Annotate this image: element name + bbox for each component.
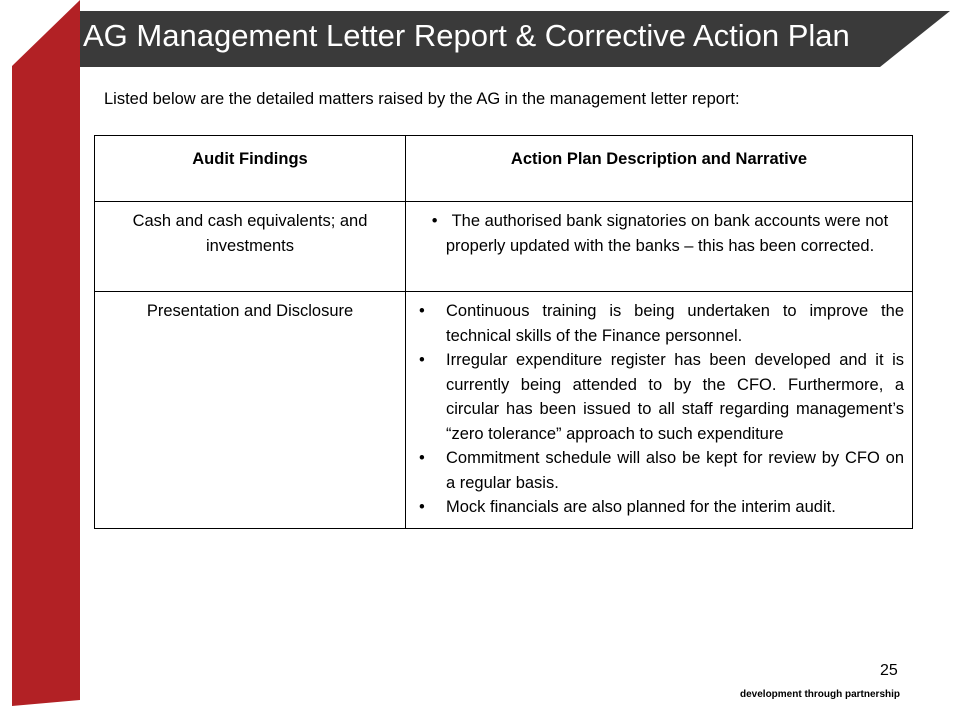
bullet-icon: • (419, 302, 425, 320)
page-number: 25 (880, 662, 898, 679)
action-cell (406, 202, 913, 292)
action-item: • The authorised bank signatories on bank accounts were not properly updated with the banks – this has been corrected. (431, 212, 889, 255)
action-item: • Continuous training is being undertaken to improve the technical skills of the Finance personnel. (416, 299, 904, 348)
column-header-actions: Action Plan Description and Narrative (406, 136, 913, 202)
table-row (95, 292, 913, 529)
slide-title: AG Management Letter Report & Corrective Action Plan (83, 18, 850, 53)
findings-table (94, 135, 913, 529)
action-cell (406, 292, 913, 529)
finding-cell: Presentation and Disclosure (95, 292, 406, 529)
table-header-row (95, 136, 913, 202)
action-item: • Mock financials are also planned for the interim audit. (416, 495, 904, 520)
footer-tagline: development through partnership (740, 689, 901, 700)
action-item: • Commitment schedule will also be kept for review by CFO on a regular basis. (416, 446, 904, 495)
column-header-findings: Audit Findings (95, 136, 406, 202)
action-list (416, 299, 904, 520)
table-row (95, 202, 913, 292)
action-item: • Irregular expenditure register has been developed and it is currently being attended to by the CFO. Furthermore, a circular has been issued to all staff regarding management’s “zero tolerance” approach to such expenditure (416, 348, 904, 446)
finding-cell: Cash and cash equivalents; and investments (95, 202, 406, 292)
intro-text: Listed below are the detailed matters raised by the AG in the management letter report: (104, 90, 740, 108)
bullet-icon: • (419, 498, 425, 516)
bullet-icon: • (419, 351, 425, 369)
action-list (416, 209, 904, 258)
bullet-icon: • (419, 449, 425, 467)
bullet-icon: • (431, 212, 438, 230)
